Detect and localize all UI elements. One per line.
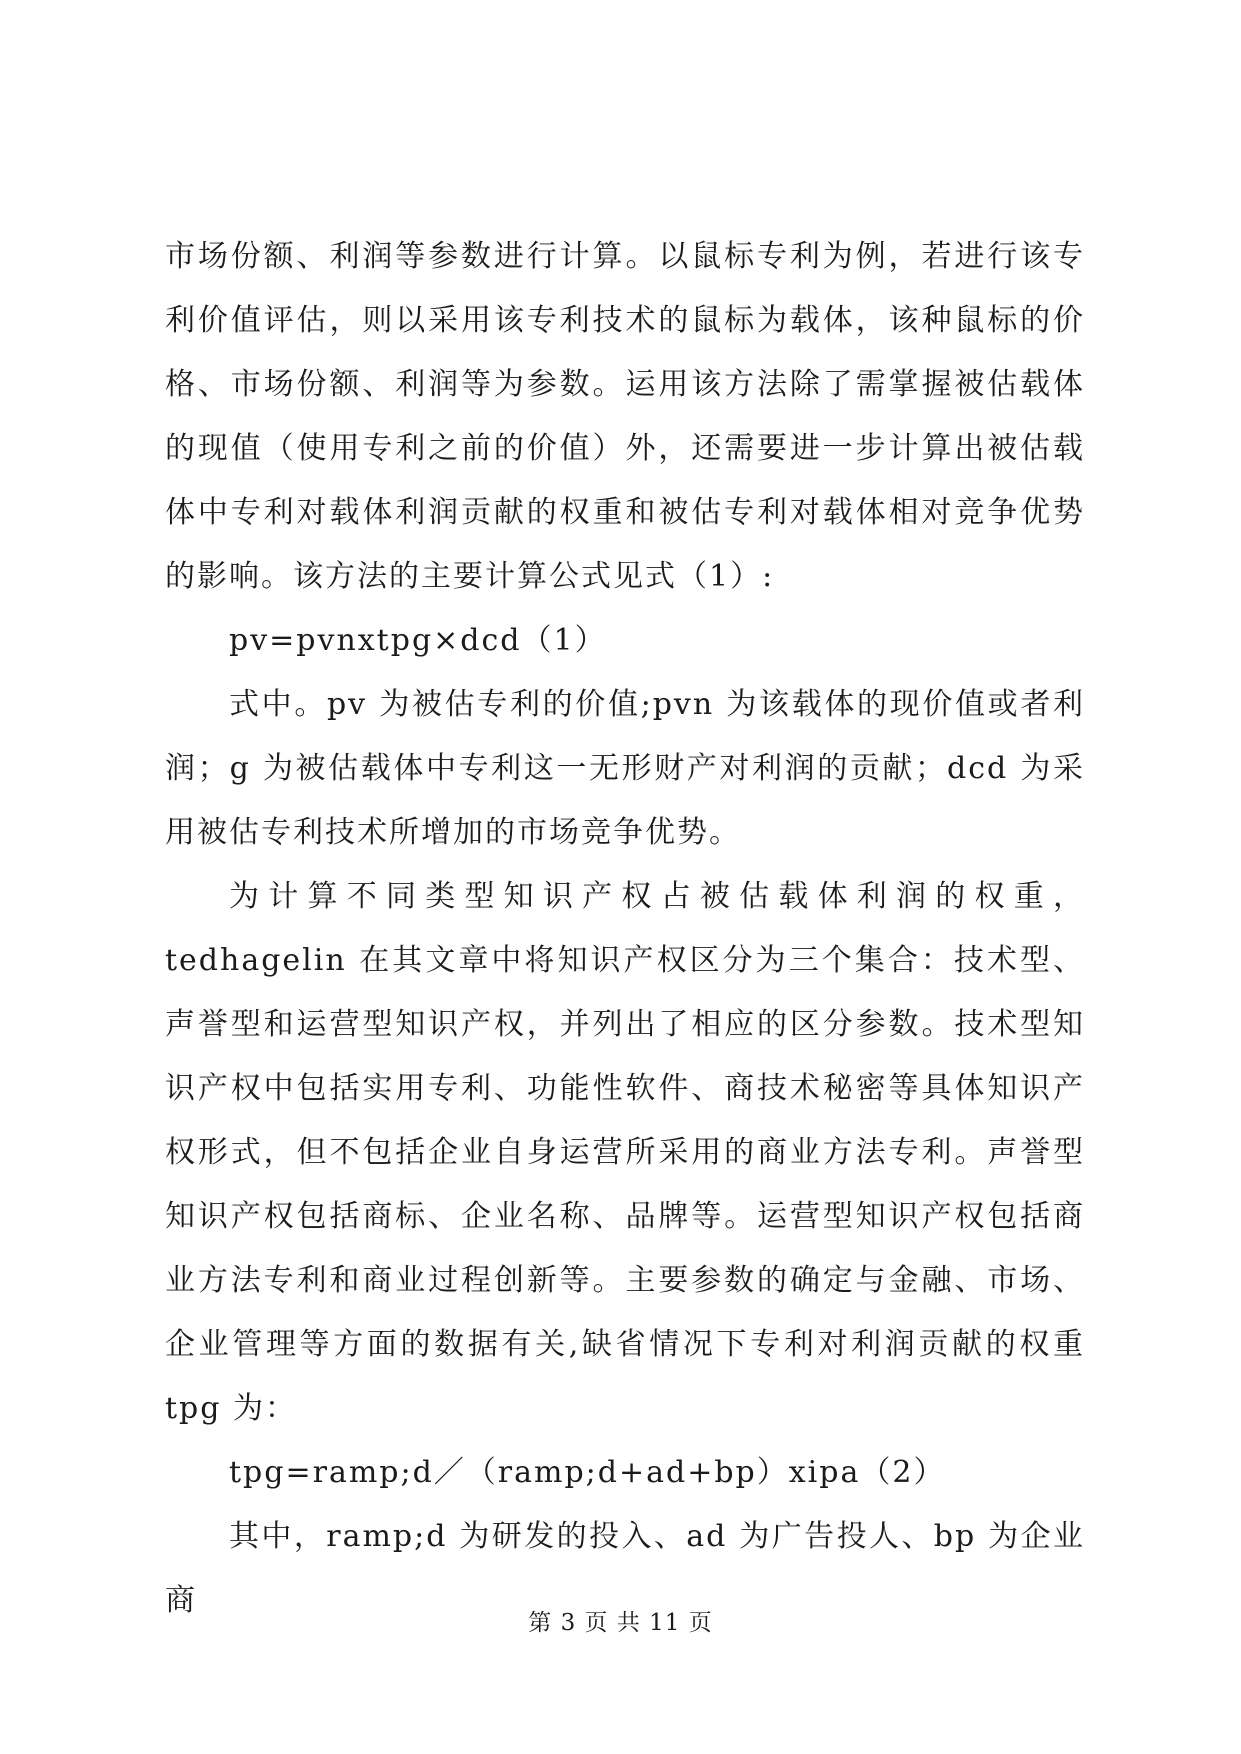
formula-2: tpg=ramp;d／（ramp;d+ad+bp）xipa（2） <box>229 1455 946 1490</box>
paragraph-continued: 市场份额、利润等参数进行计算。以鼠标专利为例，若进行该专利价值评估，则以采用该专利技术的鼠标为载体，该种鼠标的价格、市场份额、利润等为参数。运用该方法除了需掌握被估载体的现值（使用专利之前的价值）外，还需要进一步计算出被估载体中专利对载体利润贡献的权重和被估专利对载体相对竞争优势的影响。该方法的主要计算公式见式（1）: <box>165 239 1085 594</box>
paragraph-ip-categories: 为计算不同类型知识产权占被估载体利润的权重，tedhagelin 在其文章中将知识产权区分为三个集合：技术型、声誉型和运营型知识产权，并列出了相应的区分参数。技术型知识产权中包括实用专利、功能性软件、商技术秘密等具体知识产权形式，但不包括企业自身运营所采用的商业方法专利。声誉型知识产权包括商标、企业名称、品牌等。运营型知识产权包括商业方法专利和商业过程创新等。主要参数的确定与金融、市场、企业管理等方面的数据有关,缺省情况下专利对利润贡献的权重 tpg 为： <box>165 879 1085 1426</box>
formula-1: pv=pvnxtpg×dcd（1） <box>229 623 607 658</box>
paragraph-formula-explanation: 式中。pv 为被估专利的价值;pvn 为该载体的现价值或者利润；g 为被估载体中专利这一无形财产对利润的贡献；dcd 为采用被估专利技术所增加的市场竞争优势。 <box>165 687 1085 850</box>
document-body <box>165 225 1085 1633</box>
paragraph-parameter-definitions: 其中，ramp;d 为研发的投入、ad 为广告投人、bp 为企业商 <box>165 1519 1085 1618</box>
page-number-footer: 第 3 页 共 11 页 <box>528 1610 713 1636</box>
